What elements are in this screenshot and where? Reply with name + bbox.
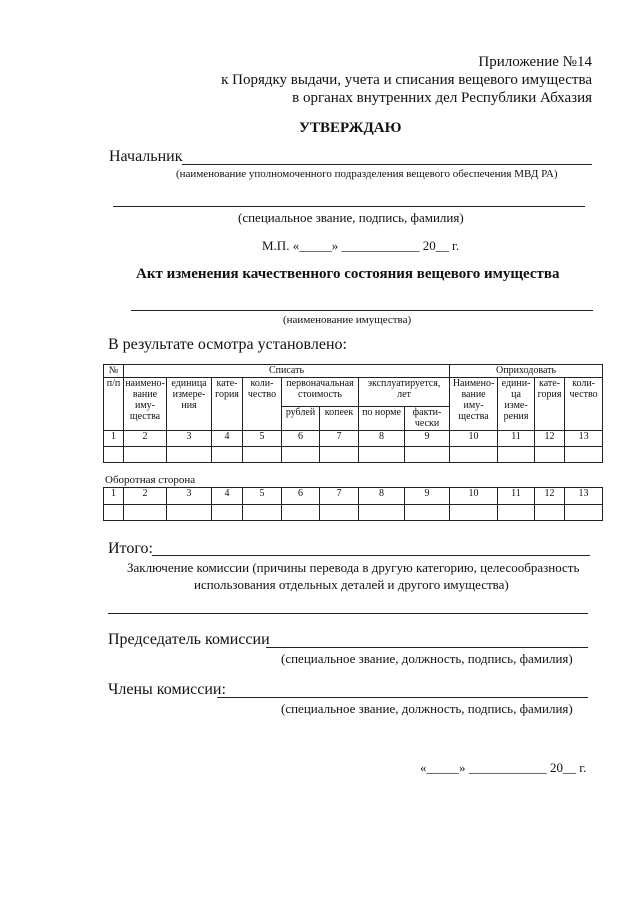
members-hint: (специальное звание, должность, подпись, фамилия) [281,701,573,716]
table-cell[interactable] [243,505,282,521]
table-cell[interactable] [565,447,603,463]
signature-line[interactable] [113,206,585,207]
col-number: 5 [243,488,282,505]
h-unit-2: едини- ца изме- рения [498,378,535,431]
col-number: 8 [359,488,405,505]
table-cell[interactable] [243,447,282,463]
stamp-date: М.П. «_____» ____________ 20__ г. [262,238,460,253]
table-cell[interactable] [124,447,167,463]
col-number: 10 [450,488,498,505]
col-number: 1 [104,431,124,447]
group-write-off: Списать [124,365,450,378]
col-number: 2 [124,431,167,447]
table-cell[interactable] [104,505,124,521]
members-line[interactable] [217,697,588,698]
h-by-norm: по норме [359,407,405,431]
table-cell[interactable] [212,505,243,521]
chief-line[interactable] [182,164,592,165]
inspection-table [103,364,603,463]
col-number: 9 [405,488,450,505]
appendix-line-3: в органах внутренних дел Республики Абхазия [292,90,592,106]
table-cell[interactable] [320,447,359,463]
table-cell[interactable] [535,505,565,521]
col-number: 1 [104,488,124,505]
property-name-hint: (наименование имущества) [283,314,412,326]
chief-hint: (наименование уполномоченного подразделения вещевого обеспечения МВД РА) [176,168,558,180]
h-quantity: коли- чество [243,378,282,431]
total-line[interactable] [152,555,590,556]
col-number: 2 [124,488,167,505]
chairman-hint: (специальное звание, должность, подпись, фамилия) [281,651,573,666]
col-pp-header: п/п [104,378,124,431]
h-initial-cost: первоначальная стоимость [282,378,359,407]
table-cell[interactable] [320,505,359,521]
table-cell[interactable] [450,447,498,463]
table-cell[interactable] [498,447,535,463]
table-cell[interactable] [167,505,212,521]
h-category-2: кате- гория [535,378,565,431]
conclusion-line-1: Заключение комиссии (причины перевода в другую категорию, целесообразность [127,560,580,575]
h-category: кате- гория [212,378,243,431]
table-cell[interactable] [167,447,212,463]
table-cell[interactable] [359,505,405,521]
col-number: 13 [565,488,603,505]
col-number: 8 [359,431,405,447]
table-cell[interactable] [124,505,167,521]
table-cell[interactable] [405,505,450,521]
act-title: Акт изменения качественного состояния вещевого имущества [136,266,560,282]
chief-label: Начальник [109,148,183,165]
h-name-2: Наимено- вание иму- щества [450,378,498,431]
reverse-side-caption: Оборотная сторона [105,474,196,486]
col-no-header: № [104,365,124,378]
table-cell[interactable] [282,505,320,521]
h-actual: факти- чески [405,407,450,431]
col-number: 12 [535,488,565,505]
h-exploitation: эксплуатируется, лет [359,378,450,407]
property-name-line[interactable] [131,310,593,311]
col-number: 12 [535,431,565,447]
chairman-label: Председатель комиссии [108,631,270,648]
table-cell[interactable] [535,447,565,463]
conclusion-line[interactable] [108,613,588,614]
col-number: 6 [282,488,320,505]
col-number: 11 [498,488,535,505]
col-number: 10 [450,431,498,447]
table-cell[interactable] [282,447,320,463]
approve-title: УТВЕРЖДАЮ [299,120,402,136]
table-cell[interactable] [498,505,535,521]
table-cell[interactable] [405,447,450,463]
col-number: 7 [320,488,359,505]
col-number: 3 [167,488,212,505]
members-label: Члены комиссии: [108,681,226,698]
table-cell[interactable] [104,447,124,463]
col-number: 7 [320,431,359,447]
appendix-number: Приложение №14 [478,54,592,70]
col-number: 4 [212,488,243,505]
appendix-line-2: к Порядку выдачи, учета и списания вещевого имущества [221,72,592,88]
col-number: 9 [405,431,450,447]
h-rubles: рублей [282,407,320,431]
footer-date: «_____» ____________ 20__ г. [420,760,587,775]
h-name: наимено- вание иму- щества [124,378,167,431]
table-cell[interactable] [359,447,405,463]
group-credit: Оприходовать [450,365,603,378]
table-cell[interactable] [212,447,243,463]
signature-hint: (специальное звание, подпись, фамилия) [238,210,464,225]
h-unit: единица измере- ния [167,378,212,431]
table-cell[interactable] [565,505,603,521]
total-label: Итого: [108,540,153,557]
h-kopecks: копеек [320,407,359,431]
col-number: 11 [498,431,535,447]
reverse-side-table [103,487,603,521]
chairman-line[interactable] [266,647,588,648]
conclusion-line-2: использования отдельных деталей и другого имущества) [194,577,509,592]
col-number: 13 [565,431,603,447]
col-number: 4 [212,431,243,447]
col-number: 5 [243,431,282,447]
inspection-text: В результате осмотра установлено: [108,336,347,353]
h-quantity-2: коли- чество [565,378,603,431]
table-cell[interactable] [450,505,498,521]
col-number: 6 [282,431,320,447]
col-number: 3 [167,431,212,447]
